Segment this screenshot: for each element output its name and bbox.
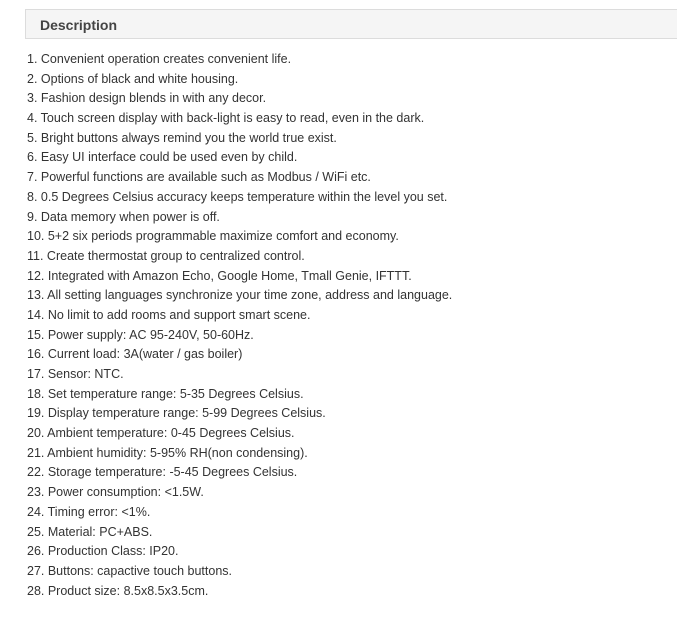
description-item: 11. Create thermostat group to centralized control. xyxy=(27,248,305,263)
description-item: 8. 0.5 Degrees Celsius accuracy keeps temperature within the level you set. xyxy=(27,189,448,204)
description-item: 18. Set temperature range: 5-35 Degrees Celsius. xyxy=(27,386,304,401)
description-item: 2. Options of black and white housing. xyxy=(27,71,239,86)
description-item: 1. Convenient operation creates convenient life. xyxy=(27,52,292,66)
description-item: 9. Data memory when power is off. xyxy=(27,209,220,224)
description-item: 28. Product size: 8.5x8.5x3.5cm. xyxy=(27,583,209,598)
description-item: 21. Ambient humidity: 5-95% RH(non condensing). xyxy=(27,445,308,460)
description-item: 16. Current load: 3A(water / gas boiler) xyxy=(27,347,243,362)
description-item: 12. Integrated with Amazon Echo, Google Home, Tmall Genie, IFTTT. xyxy=(27,268,412,283)
description-header[interactable] xyxy=(25,9,677,39)
description-item: 24. Timing error: <1%. xyxy=(27,504,151,519)
description-list xyxy=(27,50,667,601)
description-item: 27. Buttons: capactive touch buttons. xyxy=(27,563,232,578)
description-item: 14. No limit to add rooms and support smart scene. xyxy=(27,307,311,322)
description-item: 5. Bright buttons always remind you the world true exist. xyxy=(27,130,337,145)
description-item: 19. Display temperature range: 5-99 Degrees Celsius. xyxy=(27,406,326,421)
description-title: Description xyxy=(40,17,118,33)
description-item: 17. Sensor: NTC. xyxy=(27,367,124,381)
description-item: 23. Power consumption: <1.5W. xyxy=(27,485,204,500)
description-item: 15. Power supply: AC 95-240V, 50-60Hz. xyxy=(27,327,254,342)
description-item: 4. Touch screen display with back-light is easy to read, even in the dark. xyxy=(27,111,425,126)
description-item: 20. Ambient temperature: 0-45 Degrees Celsius. xyxy=(27,426,295,441)
description-item: 10. 5+2 six periods programmable maximize comfort and economy. xyxy=(27,229,399,244)
description-item: 22. Storage temperature: -5-45 Degrees Celsius. xyxy=(27,465,298,480)
description-item: 3. Fashion design blends in with any decor. xyxy=(27,91,267,106)
description-item: 13. All setting languages synchronize your time zone, address and language. xyxy=(27,288,453,303)
description-item: 26. Production Class: IP20. xyxy=(27,544,179,559)
description-item: 6. Easy UI interface could be used even by child. xyxy=(27,150,298,165)
description-item: 7. Powerful functions are available such as Modbus / WiFi etc. xyxy=(27,170,371,185)
description-item: 25. Material: PC+ABS. xyxy=(27,524,153,539)
